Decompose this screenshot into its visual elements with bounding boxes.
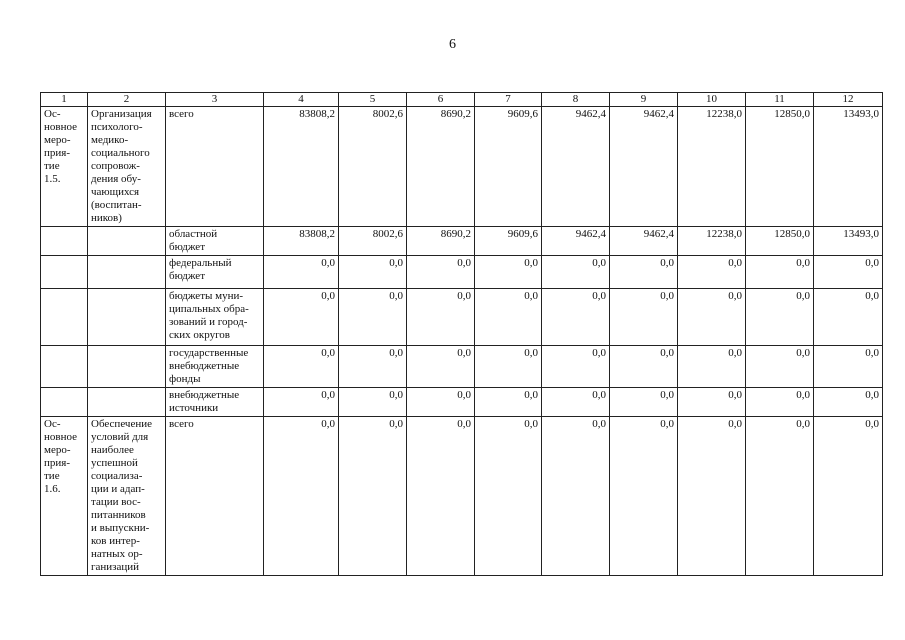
value-cell: 0,0 (264, 346, 339, 388)
value-cell: 0,0 (678, 417, 746, 576)
value-cell: 12850,0 (746, 107, 814, 227)
measure-name-cell (88, 227, 166, 256)
value-cell: 0,0 (264, 256, 339, 289)
measure-cell (41, 289, 88, 346)
value-cell: 0,0 (610, 388, 678, 417)
value-cell: 0,0 (678, 256, 746, 289)
table-row (41, 346, 883, 388)
value-cell: 0,0 (475, 417, 542, 576)
value-cell: 0,0 (407, 417, 475, 576)
value-cell: 0,0 (264, 289, 339, 346)
value-cell: 0,0 (610, 417, 678, 576)
value-cell: 0,0 (542, 417, 610, 576)
value-cell: 0,0 (542, 388, 610, 417)
value-cell: 0,0 (475, 346, 542, 388)
value-cell: 0,0 (475, 289, 542, 346)
value-cell: 12238,0 (678, 227, 746, 256)
column-header: 9 (610, 93, 678, 107)
value-cell: 0,0 (339, 256, 407, 289)
value-cell: 0,0 (746, 346, 814, 388)
value-cell: 0,0 (264, 388, 339, 417)
value-cell: 0,0 (339, 417, 407, 576)
page-number: 6 (449, 37, 456, 52)
value-cell: 0,0 (542, 289, 610, 346)
funding-source-cell: всего (166, 107, 264, 227)
column-header: 7 (475, 93, 542, 107)
value-cell: 12850,0 (746, 227, 814, 256)
table-row (41, 256, 883, 289)
measure-cell: Ос- новное меро- прия- тие 1.5. (41, 107, 88, 227)
value-cell: 0,0 (814, 417, 883, 576)
column-header: 1 (41, 93, 88, 107)
value-cell: 0,0 (264, 417, 339, 576)
value-cell: 9462,4 (610, 227, 678, 256)
measure-cell (41, 256, 88, 289)
column-header: 5 (339, 93, 407, 107)
measure-name-cell (88, 289, 166, 346)
value-cell: 0,0 (814, 388, 883, 417)
column-header: 12 (814, 93, 883, 107)
funding-source-cell: государственные внебюджетные фонды (166, 346, 264, 388)
value-cell: 83808,2 (264, 107, 339, 227)
value-cell: 0,0 (678, 388, 746, 417)
measure-name-cell: Организация психолого- медико- социального сопровож- дения обу- чающихся (воспитан- ников) (88, 107, 166, 227)
table-row (41, 417, 883, 576)
funding-source-cell: бюджеты муни- ципальных обра- зований и город- ских округов (166, 289, 264, 346)
value-cell: 0,0 (746, 256, 814, 289)
column-header: 8 (542, 93, 610, 107)
value-cell: 83808,2 (264, 227, 339, 256)
measure-name-cell (88, 256, 166, 289)
value-cell: 0,0 (814, 256, 883, 289)
value-cell: 0,0 (407, 346, 475, 388)
value-cell: 8690,2 (407, 107, 475, 227)
column-header: 11 (746, 93, 814, 107)
column-header: 4 (264, 93, 339, 107)
value-cell: 9609,6 (475, 227, 542, 256)
column-header: 3 (166, 93, 264, 107)
value-cell: 8002,6 (339, 227, 407, 256)
value-cell: 0,0 (678, 346, 746, 388)
funding-source-cell: внебюджетные источники (166, 388, 264, 417)
measure-cell (41, 388, 88, 417)
value-cell: 0,0 (610, 289, 678, 346)
value-cell: 0,0 (814, 289, 883, 346)
value-cell: 0,0 (407, 289, 475, 346)
value-cell: 0,0 (746, 388, 814, 417)
measure-cell: Ос- новное меро- прия- тие 1.6. (41, 417, 88, 576)
column-header: 2 (88, 93, 166, 107)
funding-source-cell: федеральный бюджет (166, 256, 264, 289)
value-cell: 0,0 (814, 346, 883, 388)
value-cell: 0,0 (339, 346, 407, 388)
value-cell: 0,0 (339, 289, 407, 346)
value-cell: 9462,4 (542, 107, 610, 227)
measure-name-cell (88, 346, 166, 388)
value-cell: 0,0 (542, 256, 610, 289)
measure-name-cell (88, 388, 166, 417)
table-row (41, 227, 883, 256)
table-row (41, 107, 883, 227)
table-row (41, 289, 883, 346)
value-cell: 13493,0 (814, 107, 883, 227)
value-cell: 9609,6 (475, 107, 542, 227)
value-cell: 0,0 (339, 388, 407, 417)
value-cell: 9462,4 (542, 227, 610, 256)
value-cell: 0,0 (407, 388, 475, 417)
column-header: 6 (407, 93, 475, 107)
value-cell: 0,0 (542, 346, 610, 388)
value-cell: 12238,0 (678, 107, 746, 227)
measure-cell (41, 346, 88, 388)
table-row (41, 388, 883, 417)
value-cell: 0,0 (610, 256, 678, 289)
column-header: 10 (678, 93, 746, 107)
value-cell: 0,0 (610, 346, 678, 388)
value-cell: 0,0 (475, 256, 542, 289)
value-cell: 8690,2 (407, 227, 475, 256)
value-cell: 0,0 (746, 417, 814, 576)
value-cell: 0,0 (407, 256, 475, 289)
value-cell: 0,0 (475, 388, 542, 417)
budget-table (40, 92, 883, 576)
measure-name-cell: Обеспечение условий для наиболее успешной социализа- ции и адап- тации вос- питанников и выпускни- ков интер- натных ор- ганизаций (88, 417, 166, 576)
funding-source-cell: всего (166, 417, 264, 576)
value-cell: 0,0 (678, 289, 746, 346)
measure-cell (41, 227, 88, 256)
value-cell: 13493,0 (814, 227, 883, 256)
value-cell: 9462,4 (610, 107, 678, 227)
header-row (41, 93, 883, 107)
value-cell: 0,0 (746, 289, 814, 346)
funding-source-cell: областной бюджет (166, 227, 264, 256)
value-cell: 8002,6 (339, 107, 407, 227)
